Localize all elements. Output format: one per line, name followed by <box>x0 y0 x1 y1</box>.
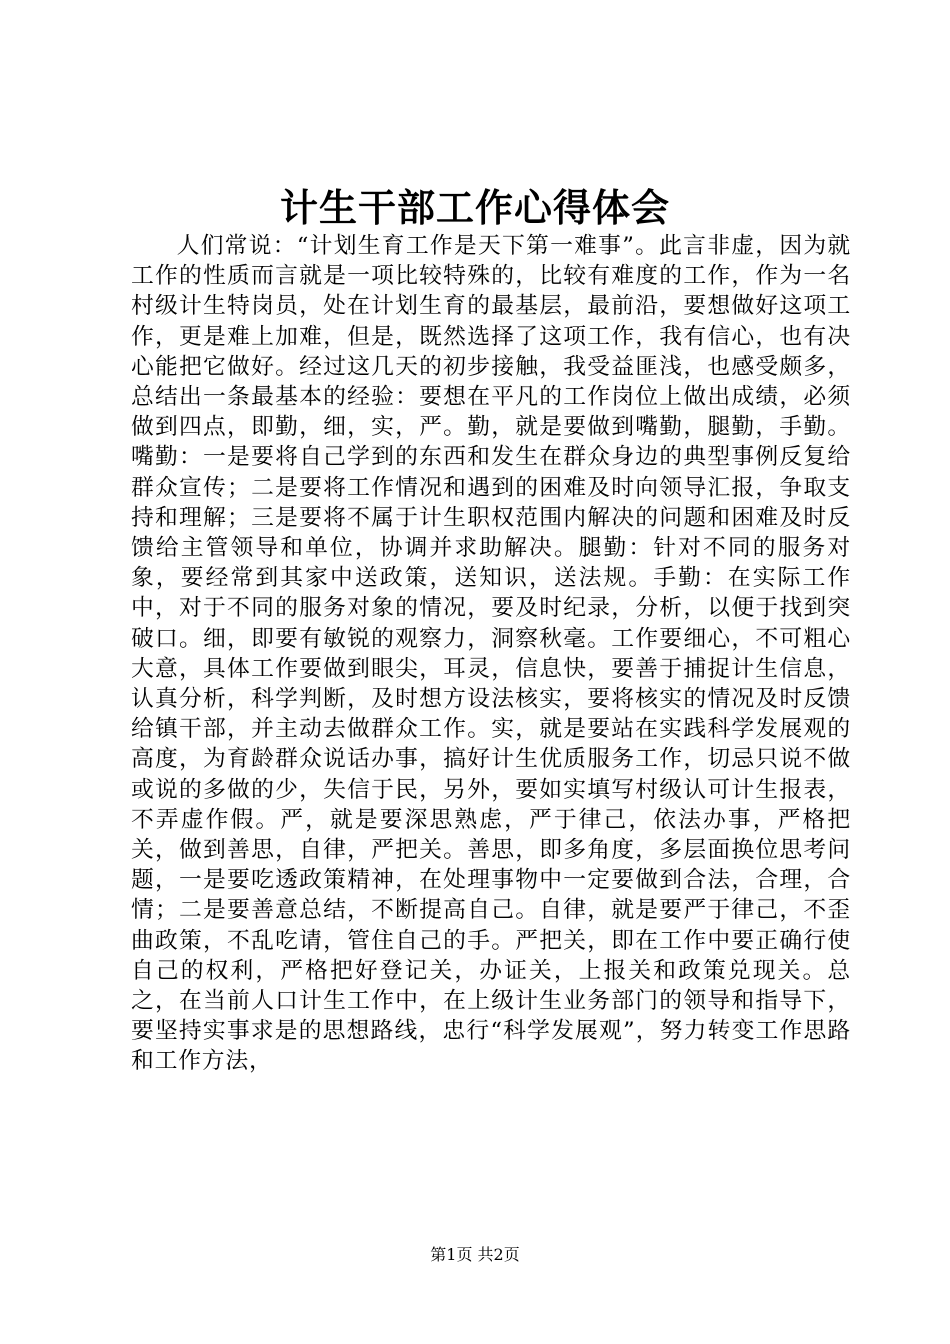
page-number-footer: 第1页 共2页 <box>430 1245 520 1264</box>
document-body-paragraph: 人们常说：“计划生育工作是天下第一难事”。此言非虚，因为就工作的性质而言就是一项比较特殊的，比较有难度的工作，作为一名村级计生特岗员，处在计划生育的最基层，最前沿，要想做好这项工作，更是难上加难，但是，既然选择了这项工作，我有信心，也有决心能把它做好。经过这几天的初步接触，我受益匪浅，也感受颇多，总结出一条最基本的经验：要想在平凡的工作岗位上做出成绩，必须做到四点，即勤，细，实，严。勤，就是要做到嘴勤，腿勤，手勤。嘴勤：一是要将自己学到的东西和发生在群众身边的典型事例反复给群众宣传；二是要将工作情况和遇到的困难及时向领导汇报，争取支持和理解；三是要将不属于计生职权范围内解决的问题和困难及时反馈给主管领导和单位，协调并求助解决。腿勤：针对不同的服务对象，要经常到其家中送政策，送知识，送法规。手勤：在实际工作中，对于不同的服务对象的情况，要及时纪录，分析，以便于找到突破口。细，即要有敏锐的观察力，洞察秋毫。工作要细心，不可粗心大意，具体工作要做到眼尖，耳灵，信息快，要善于捕捉计生信息，认真分析，科学判断，及时想方设法核实，要将核实的情况及时反馈给镇干部，并主动去做群众工作。实，就是要站在实践科学发展观的高度，为育龄群众说话办事，搞好计生优质服务工作，切忌只说不做或说的多做的少，失信于民，另外，要如实填写村级认可计生报表，不弄虚作假。严，就是要深思熟虑，严于律己，依法办事，严格把关，做到善思，自律，严把关。善思，即多角度，多层面换位思考问题，一是要吃透政策精神，在处理事物中一定要做到合法，合理，合情；二是要善意总结，不断提高自己。自律，就是要严于律己，不歪曲政策，不乱吃请，管住自己的手。严把关，即在工作中要正确行使自己的权利，严格把好登记关，办证关，上报关和政策兑现关。总之，在当前人口计生工作中，在上级计生业务部门的领导和指导下，要坚持实事求是的思想路线，忠行“科学发展观”，努力转变工作思路和工作方法， <box>131 233 851 1075</box>
document-title: 计生干部工作心得体会 <box>279 185 670 230</box>
